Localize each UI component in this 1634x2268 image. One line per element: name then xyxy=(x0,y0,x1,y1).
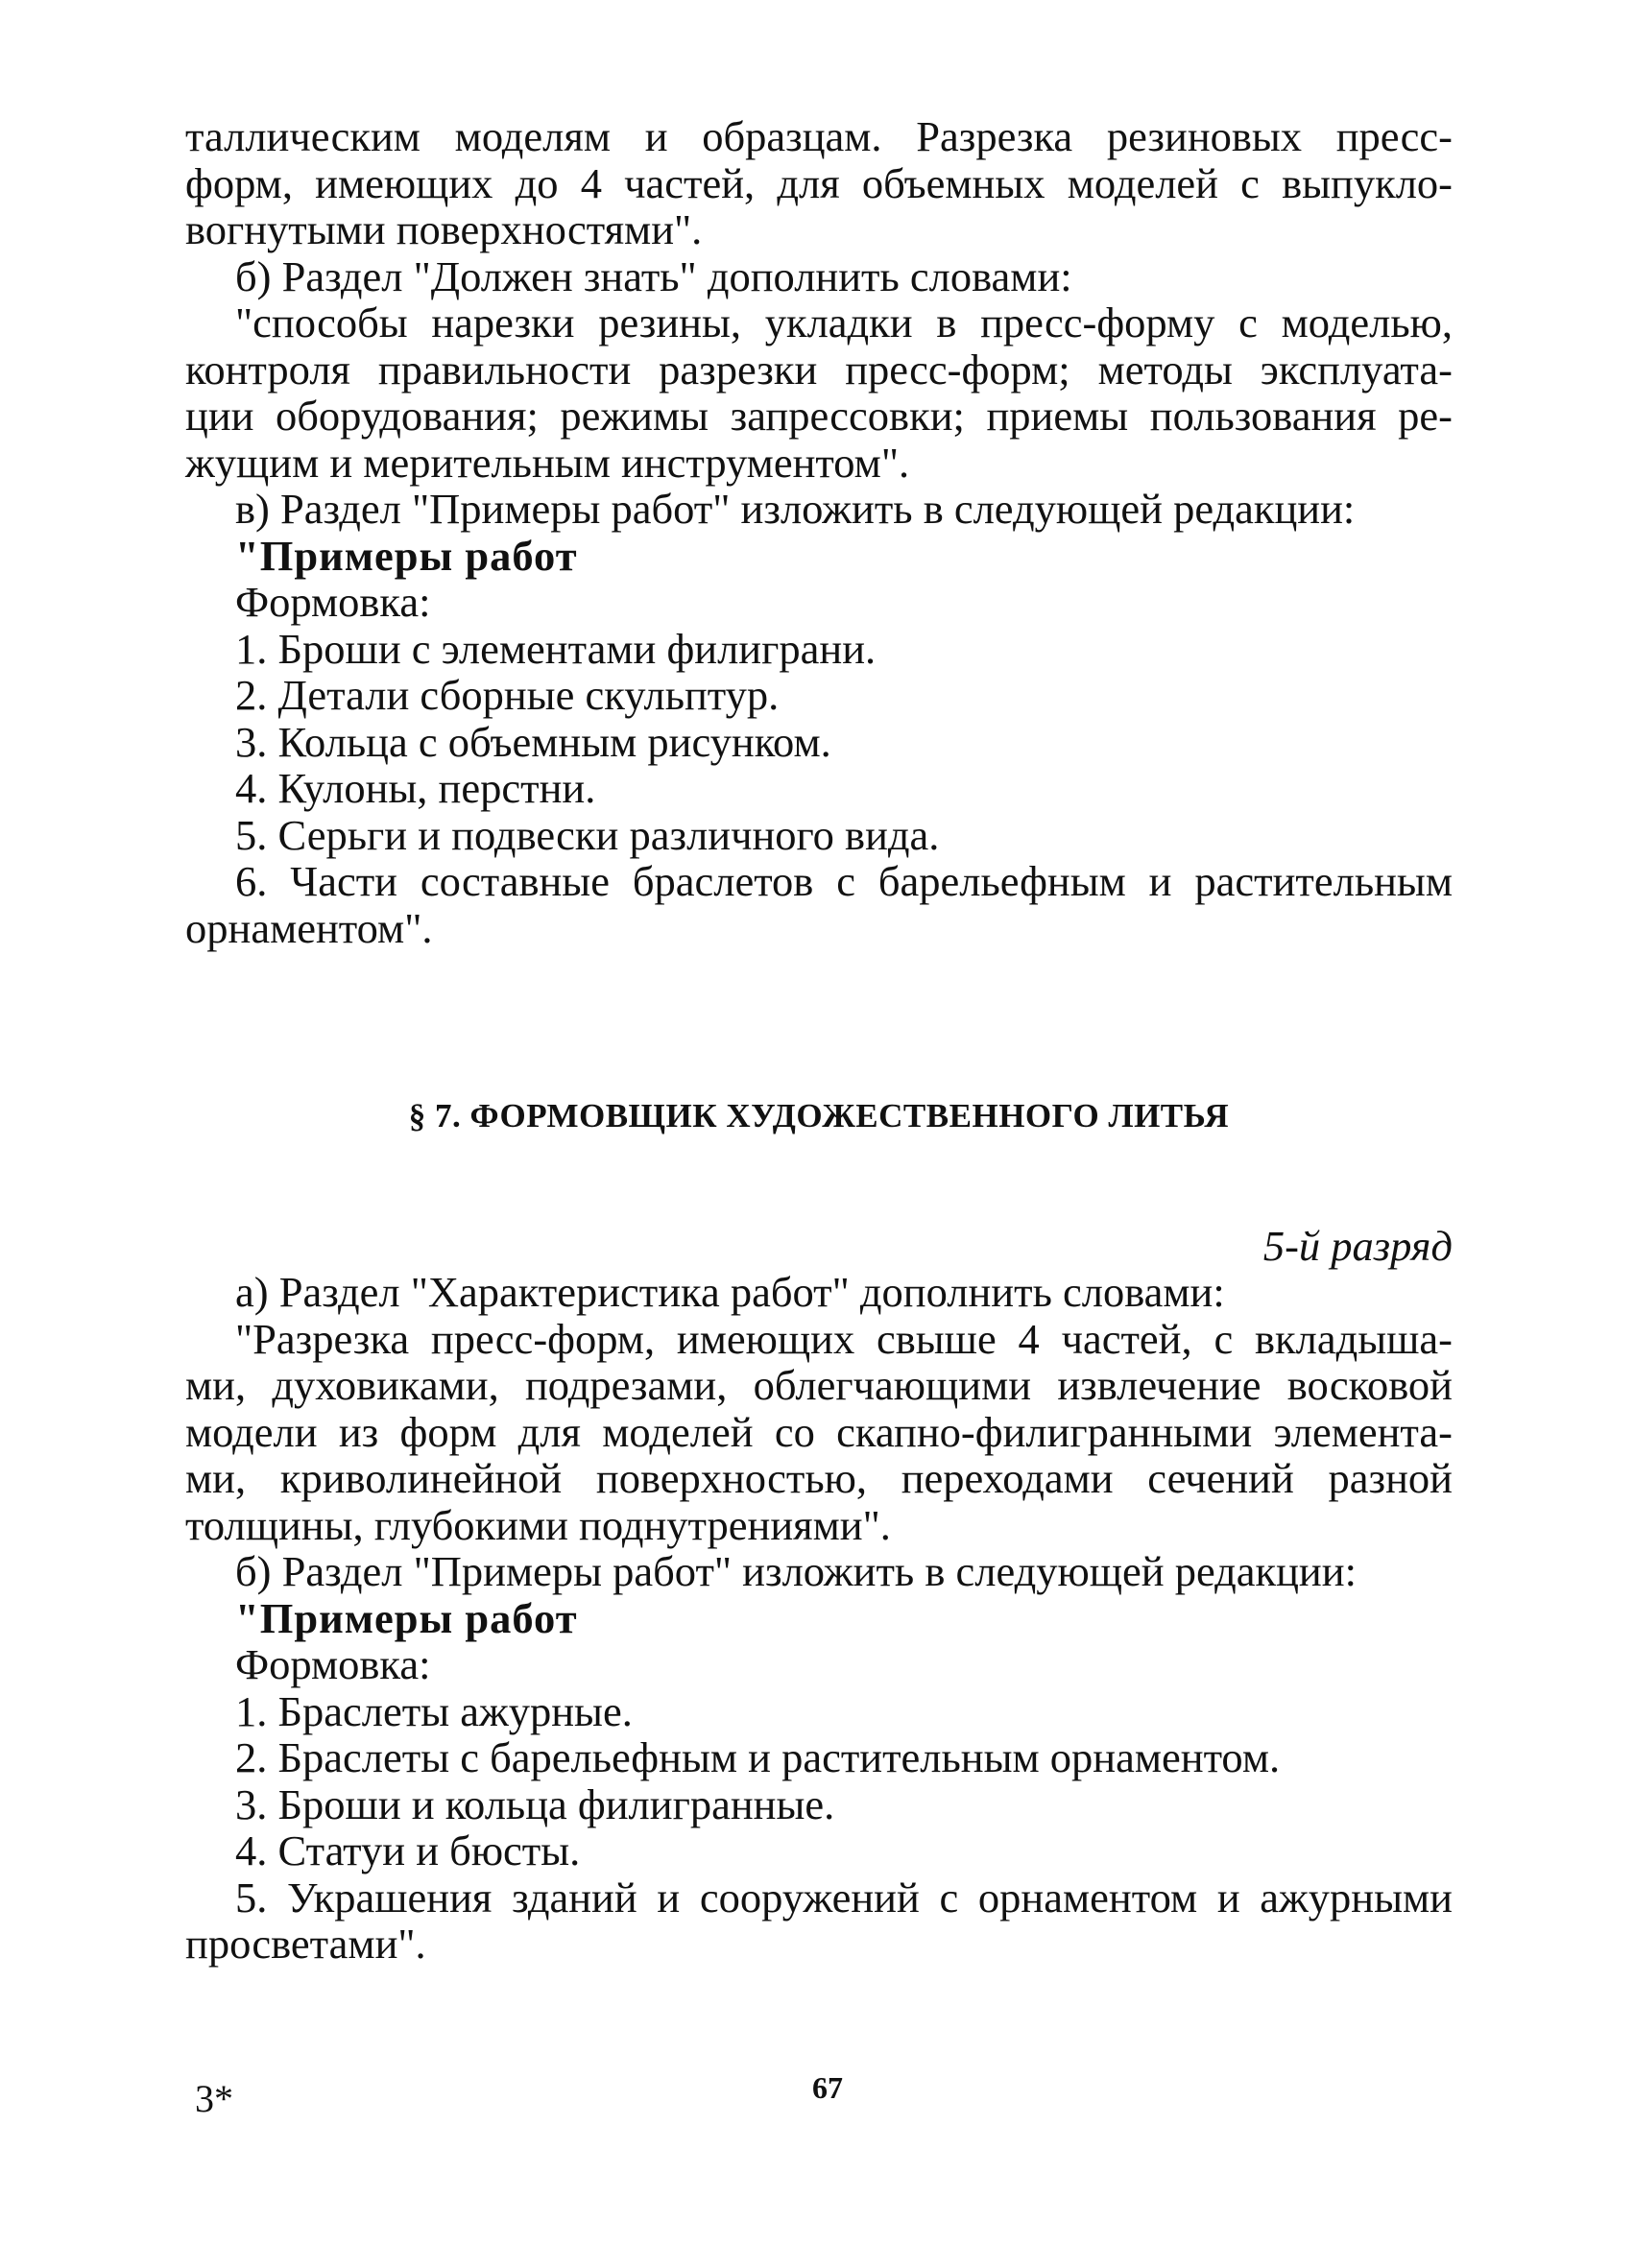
list-item: 5. Серьги и подвески различного вида. xyxy=(235,810,940,859)
paragraph-line: ции оборудования; режимы запрессовки; приемы пользования ре- xyxy=(185,392,1453,440)
paragraph-line: "способы нарезки резины, укладки в пресс-форму с моделью, xyxy=(235,298,1453,346)
paragraph-line: вогнутыми поверхностями". xyxy=(185,205,703,253)
paragraph-line: форм, имеющих до 4 частей, для объемных моделей с выпукло- xyxy=(185,158,1453,207)
paragraph-line: таллическим моделям и образцам. Разрезка резиновых пресс- xyxy=(185,112,1453,160)
formovka-label: Формовка: xyxy=(235,578,431,626)
document-page xyxy=(185,113,1453,1968)
list-item: 2. Браслеты с барельефным и растительным орнаментом. xyxy=(235,1733,1281,1781)
list-item: 1. Броши с элементами филиграни. xyxy=(235,624,877,673)
list-item: 4. Статуи и бюсты. xyxy=(235,1826,581,1874)
list-item: 6. Части составные браслетов с барельефным и растительным xyxy=(235,857,1453,905)
list-item: 3. Кольца с объемным рисунком. xyxy=(235,717,831,766)
list-item-continuation: орнаментом". xyxy=(185,903,433,952)
list-item: 4. Кулоны, перстни. xyxy=(235,764,596,812)
paragraph-line: толщины, глубокими поднутрениями". xyxy=(185,1500,891,1549)
list-item: 1. Браслеты ажурные. xyxy=(235,1686,633,1735)
list-item: 3. Броши и кольца филигранные. xyxy=(235,1779,835,1828)
paragraph-line: "Разрезка пресс-форм, имеющих свыше 4 частей, с вкладыша- xyxy=(235,1314,1453,1363)
page-number: 67 xyxy=(812,2070,843,2105)
paragraph-line: модели из форм для моделей со скапно-филигранными элемента- xyxy=(185,1407,1453,1456)
list-item-continuation: просветами". xyxy=(185,1920,426,1968)
clause-v-intro: в) Раздел "Примеры работ" изложить в следующей редакции: xyxy=(235,485,1356,533)
paragraph-line: ми, криволинейной поверхностью, переходами сечений разной xyxy=(185,1454,1453,1502)
formovka-label: Формовка: xyxy=(235,1640,431,1688)
clause-b-intro: б) Раздел "Примеры работ" изложить в следующей редакции: xyxy=(235,1547,1357,1595)
paragraph-line: ми, духовиками, подрезами, облегчающими извлечение восковой xyxy=(185,1361,1453,1409)
clause-a-intro: а) Раздел "Характеристика работ" дополнить словами: xyxy=(235,1268,1225,1316)
paragraph-line: контроля правильности разрезки пресс-форм; методы эксплуата- xyxy=(185,345,1453,394)
examples-heading: "Примеры работ xyxy=(235,531,578,580)
signature-mark: 3* xyxy=(195,2077,233,2120)
section-title: § 7. ФОРМОВЩИК ХУДОЖЕСТВЕННОГО ЛИТЬЯ xyxy=(408,1097,1230,1134)
list-item: 2. Детали сборные скульптур. xyxy=(235,671,780,719)
paragraph-line: жущим и мерительным инструментом". xyxy=(185,438,910,487)
grade-label: 5-й разряд xyxy=(1262,1221,1453,1270)
examples-heading: "Примеры работ xyxy=(235,1593,578,1642)
clause-b-intro: б) Раздел "Должен знать" дополнить словами: xyxy=(235,251,1072,300)
list-item: 5. Украшения зданий и сооружений с орнаментом и ажурными xyxy=(235,1873,1453,1922)
